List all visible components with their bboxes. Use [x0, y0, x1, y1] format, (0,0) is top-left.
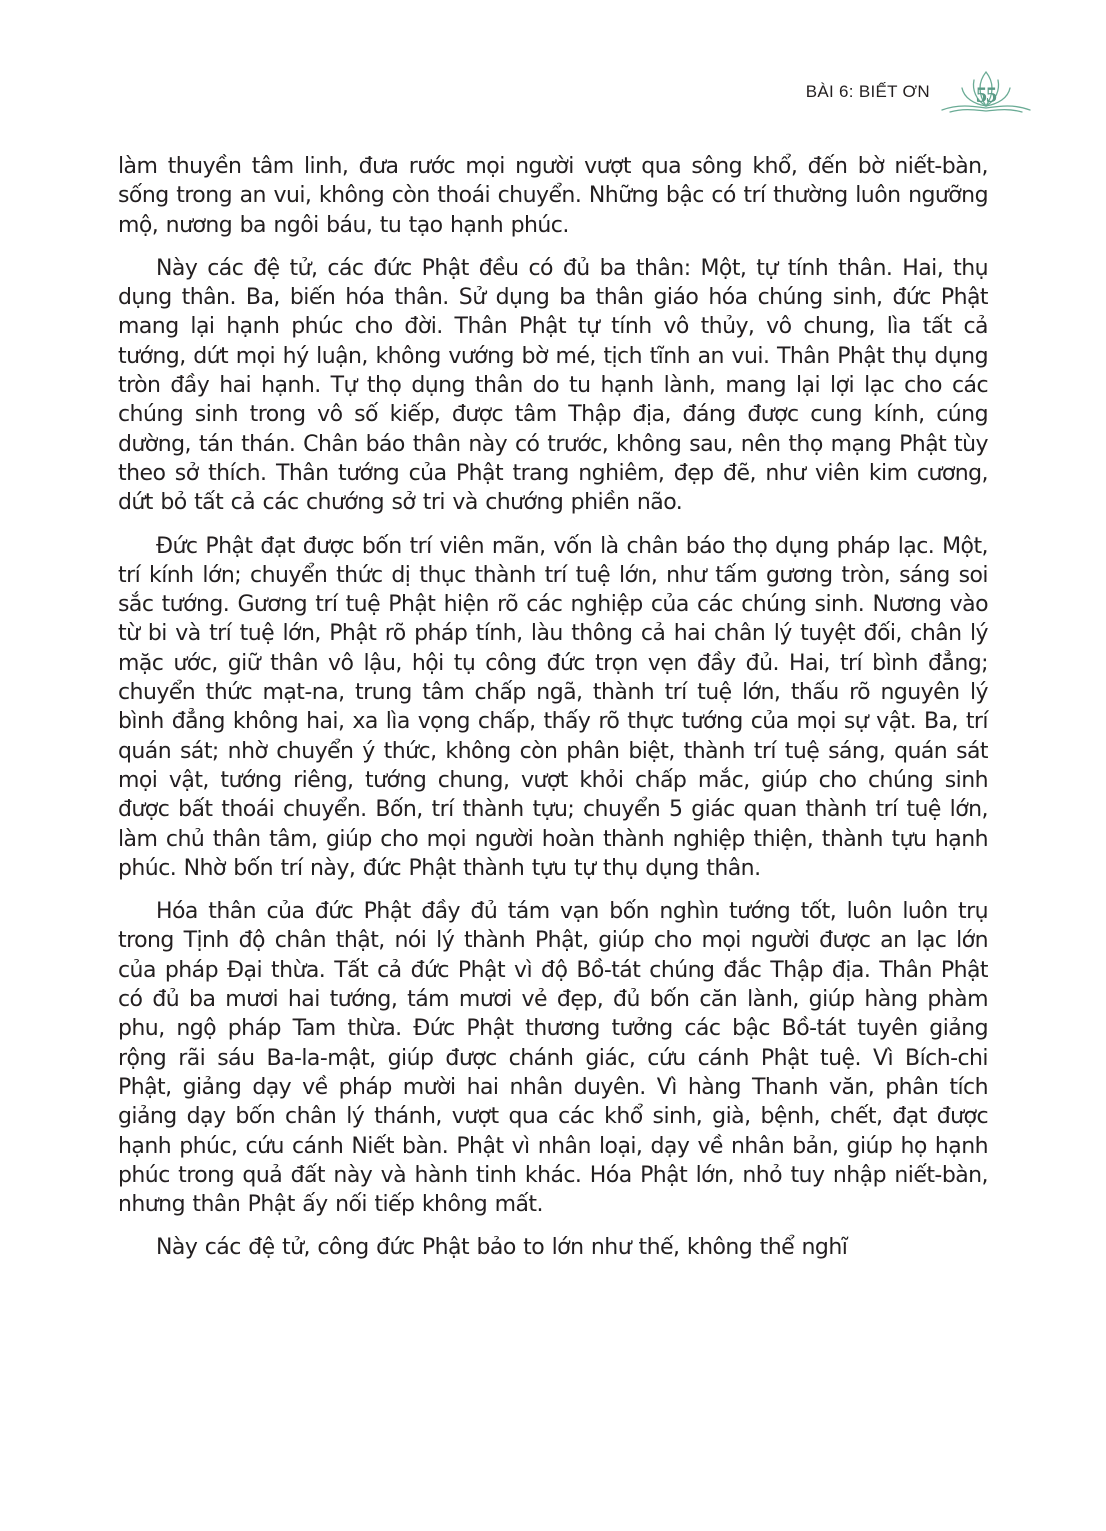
paragraph-1: làm thuyền tâm linh, đưa rước mọi người vượt qua sông khổ, đến bờ niết-bàn, sống trong an vui, không còn thoái chuyển. Những bậc có trí thường luôn ngưỡng mộ, nương ba ngôi báu, tu tạo hạnh phúc.	[118, 154, 988, 238]
chapter-title: BÀI 6: BIẾT ƠN	[805, 82, 930, 101]
running-header	[806, 70, 1034, 114]
paragraph-5: Này các đệ tử, công đức Phật bảo to lớn như thế, không thể nghĩ	[156, 1235, 848, 1261]
page-number: 55	[976, 82, 996, 107]
page-number-badge	[938, 70, 1034, 114]
paragraph-4: Hóa thân của đức Phật đầy đủ tám vạn bốn nghìn tướng tốt, luôn luôn trụ trong Tịnh độ chân thật, nói lý thành Phật, giúp cho mọi người được an lạc lớn của pháp Đại thừa. Tất cả đức Phật vì độ Bồ-tát chúng đắc Thập địa. Thân Phật có đủ ba mươi hai tướng, tám mươi vẻ đẹp, đủ bốn căn lành, giúp hàng phàm phu, ngộ pháp Tam thừa. Đức Phật thương tưởng các bậc Bồ-tát tuyên giảng rộng rãi sáu Ba-la-mật, giúp được chánh giác, cứu cánh Phật tuệ. Vì Bích-chi Phật, giảng dạy về pháp mười hai nhân duyên. Vì hàng Thanh văn, phân tích giảng dạy bốn chân lý thánh, vượt qua các khổ sinh, già, bệnh, chết, đạt được hạnh phúc, cứu cánh Niết bàn. Phật vì nhân loại, dạy về nhân bản, giúp họ hạnh phúc trong quả đất này và hành tinh khác. Hóa Phật lớn, nhỏ tuy nhập niết-bàn, nhưng thân Phật ấy nối tiếp không mất.	[118, 899, 988, 1218]
paragraph-3: Đức Phật đạt được bốn trí viên mãn, vốn là chân báo thọ dụng pháp lạc. Một, trí kính lớn; chuyển thức dị thục thành trí tuệ lớn, như tấm gương tròn, sáng soi sắc tướng. Gương trí tuệ Phật hiện rõ các nghiệp của các chúng sinh. Nương vào từ bi và trí tuệ lớn, Phật rõ pháp tính, làu thông cả hai chân lý tuyệt đối, chân lý mặc ước, giữ thân vô lậu, hội tụ công đức trọn vẹn đầy đủ. Hai, trí bình đẳng; chuyển thức mạt-na, trung tâm chấp ngã, thành trí tuệ lớn, thấu rõ nguyên lý bình đẳng không hai, xa lìa vọng chấp, thấy rõ thực tướng của mọi sự vật. Ba, trí quán sát; nhờ chuyển ý thức, không còn phân biệt, thành trí tuệ sáng, quán sát mọi vật, tướng riêng, tướng chung, vượt khỏi chấp mắc, giúp cho chúng sinh được bất thoái chuyển. Bốn, trí thành tựu; chuyển 5 giác quan thành trí tuệ lớn, làm chủ thân tâm, giúp cho mọi người hoàn thành nghiệp thiện, thành tựu hạnh phúc. Nhờ bốn trí này, đức Phật thành tựu tự thụ dụng thân.	[118, 533, 988, 881]
body-text	[118, 152, 988, 1263]
paragraph-2: Này các đệ tử, các đức Phật đều có đủ ba thân: Một, tự tính thân. Hai, thụ dụng thân. Ba, biến hóa thân. Sử dụng ba thân giáo hóa chúng sinh, đức Phật mang lại hạnh phúc cho đời. Thân Phật tự tính vô thủy, vô chung, lìa tất cả tướng, dứt mọi hý luận, không vướng bờ mé, tịch tĩnh an vui. Thân Phật thụ dụng tròn đầy hai hạnh. Tự thọ dụng thân do tu hạnh lành, mang lại lợi lạc cho các chúng sinh trong vô số kiếp, được tâm Thập địa, đáng được cung kính, cúng dường, tán thán. Chân báo thân này có trước, không sau, nên thọ mạng Phật tùy theo sở thích. Thân tướng của Phật trang nghiêm, đẹp đẽ, như viên kim cương, dứt bỏ tất cả các chướng sở tri và chướng phiền não.	[118, 255, 988, 516]
